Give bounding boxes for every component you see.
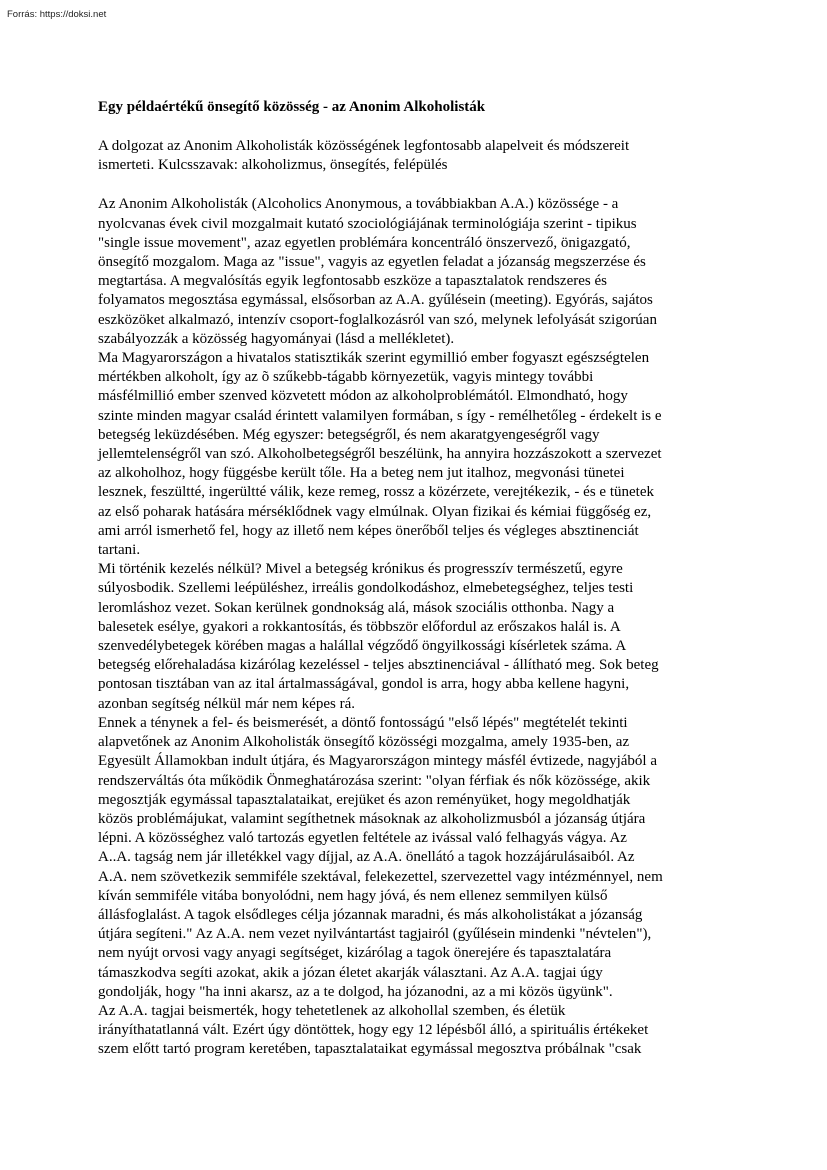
text-line: az alkoholhoz, hogy függésbe került tőle. Ha a beteg nem jut italhoz, megvonási tünetei [98,465,625,482]
source-label: Forrás: https://doksi.net [7,9,107,20]
text-line: szinte minden magyar család érintett valamilyen formában, s így - remélhetőleg - érdekelt is e [98,407,662,424]
text-line: szenvedélybetegek körében magas a halállal végződő öngyilkossági kísérletek száma. A [98,638,627,655]
text-line: alapvetőnek az Anonim Alkoholisták önsegítő közösségi mozgalma, amely 1935-ben, az [98,734,630,751]
text-line: önsegítő mozgalom. Maga az "issue", vagyis az egyetlen feladat a józanság megszerzése és [98,254,646,271]
text-line: mértékben alkoholt, így az õ szűkebb-tágabb környezetük, vagyis mintegy további [98,369,594,386]
text-line: betegség előrehaladása kizárólag kezeléssel - teljes absztinenciával - állítható meg. Sok beteg [98,657,659,674]
text-line: megtartása. A megvalósítás egyik legfontosabb eszköze a tapasztalatok rendszeres és [98,273,607,290]
text-line: rendszerváltás óta működik Önmeghatározása szerint: "olyan férfiak és nők közössége, akik [98,772,651,789]
text-line: Mi történik kezelés nélkül? Mivel a betegség krónikus és progresszív természetű, egyre [98,561,623,578]
text-line: az első poharak hatására mérséklődnek vagy elmúlnak. Olyan fizikai és kémiai függőség ez, [98,503,652,520]
text-line: lesznek, feszültté, ingerültté válik, keze remeg, rossz a közérzete, verejtékezik, - és e tünetek [98,484,654,501]
text-line: útjára segíteni." Az A.A. nem vezet nyilvántartást tagjairól (gyűlésein mindenki "névtelen"), [98,926,652,943]
abstract [98,137,738,175]
text-line: támaszkodva segíti azokat, akik a józan életet akarják választani. Az A.A. tagjai úgy [98,964,603,981]
text-line: Az A.A. tagjai beismerték, hogy tehetetlenek az alkohollal szemben, és életük [98,1002,566,1019]
document-body [98,97,738,1060]
text-line: betegség leküzdésében. Még egyszer: betegségről, és nem akaratgyengeségről vagy [98,426,600,443]
text-line: szem előtt tartó program keretében, tapasztalataikat egymással megosztva próbálnak "csak [98,1041,642,1058]
text-line: A..A. tagság nem jár illetékkel vagy díjjal, az A.A. önellátó a tagok hozzájárulásaiból. Az [98,849,635,866]
text-line: leromláshoz vezet. Sokan kerülnek gondnokság alá, mások szociális otthonba. Nagy a [98,599,615,616]
text-line: gondolják, hogy "ha inni akarsz, az a te dolgod, ha józanodni, az a mi közös ügyünk". [98,983,613,1000]
text-line: jellemtelenségről van szó. Alkoholbetegségről beszélünk, ha annyira hozzászokott a szervezet [98,446,662,463]
text-line: Az Anonim Alkoholisták (Alcoholics Anonymous, a továbbiakban A.A.) közössége - a [98,196,619,213]
text-line: A.A. nem szövetkezik semmiféle szektával, felekezettel, szervezettel vagy intézménnyel, nem [98,868,663,885]
text-line: Egyesült Államokban indult útjára, és Magyarországon mintegy másfél évtizede, nagyjából a [98,753,657,770]
document-title: Egy példaértékű önsegítő közösség - az Anonim Alkoholisták [98,99,486,115]
text-line: nyolcvanas évek civil mozgalmait kutató szociológiájának terminológiája szerint - tipikus [98,215,637,232]
body-text [98,195,738,1059]
text-line: Ma Magyarországon a hivatalos statisztikák szerint egymillió ember fogyaszt egészségtelen [98,350,650,367]
text-line: tartani. [98,542,141,559]
text-line: szabályozzák a közösség hagyományai (lásd a mellékletet). [98,330,455,347]
text-line: megosztják egymással tapasztalataikat, erejüket és azon reményüket, hogy megoldhatják [98,791,631,808]
text-line: eszközöket alkalmazó, intenzív csoport-foglalkozásról van szó, melynek lefolyását szigorúan [98,311,657,328]
text-line: pontosan tisztában van az ital ártalmasságával, gondol is arra, hogy abba kellene hagyni, [98,676,630,693]
text-line: kíván semmiféle vitába bonyolódni, nem hagy jóvá, és nem ellenez semmilyen külső [98,887,608,904]
text-line: folyamatos megosztása egymással, elsősorban az A.A. gyűlésein (meeting). Egyórás, sajátos [98,292,653,309]
abstract-line: ismerteti. Kulcsszavak: alkoholizmus, önsegítés, felépülés [98,157,448,174]
text-line: állásfoglalást. A tagok elsődleges célja józannak maradni, és más alkoholistákat a józanság [98,906,643,923]
abstract-line: A dolgozat az Anonim Alkoholisták közösségének legfontosabb alapelveit és módszereit [98,138,630,154]
text-line: ami arról ismerhető fel, hogy az illető nem képes önerőből teljes és végleges absztinenciát [98,522,639,539]
text-line: irányíthatatlanná vált. Ezért úgy döntöttek, hogy egy 12 lépésből álló, a spirituális értékeket [98,1022,649,1039]
text-line: "single issue movement", azaz egyetlen problémára koncentráló önszervező, önigazgató, [98,234,631,251]
text-line: nem nyújt orvosi vagy anyagi segítséget, kizárólag a tagok önerejére és tapasztalatára [98,945,612,962]
text-line: súlyosbodik. Szellemi leépüléshez, irreális gondolkodáshoz, elmebetegséghez, teljes testi [98,580,634,597]
text-line: közös problémájukat, valamint segíthetnek másoknak az alkoholizmusból a józanság útjára [98,810,646,827]
text-line: azonban segítség nélkül már nem képes rá. [98,695,355,712]
text-line: másfélmillió ember szenved közvetett módon az alkoholproblémától. Elmondható, hogy [98,388,628,405]
text-line: balesetek esélye, gyakori a rokkantosítás, és többször előfordul az erőszakos halál is. A [98,618,621,635]
text-line: Ennek a ténynek a fel- és beismerését, a döntő fontosságú "első lépés" megtételét tekinti [98,714,628,731]
text-line: lépni. A közösséghez való tartozás egyetlen feltétele az ivással való felhagyás vágya. Az [98,830,627,847]
